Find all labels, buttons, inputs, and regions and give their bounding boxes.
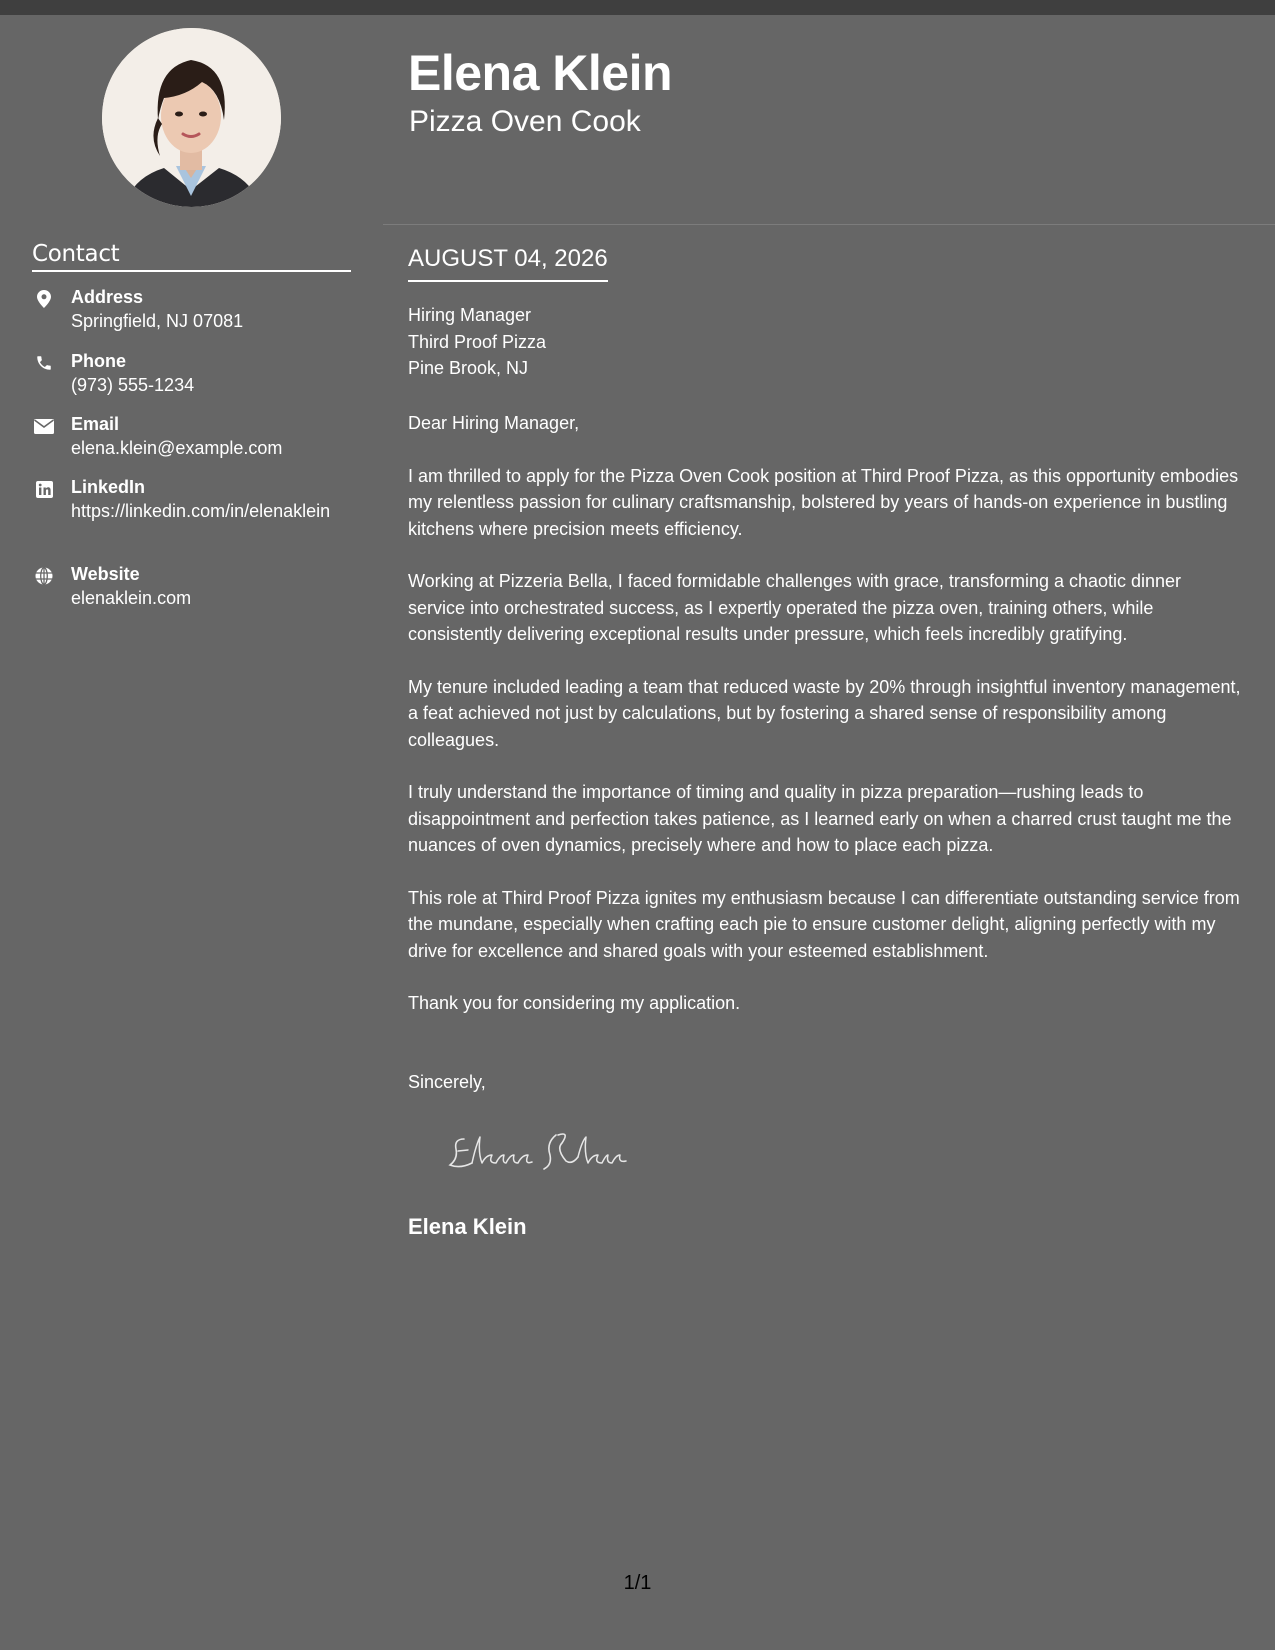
contact-value[interactable]: elenaklein.com	[71, 588, 192, 608]
header-divider	[383, 224, 1275, 225]
letter-paragraph: Thank you for considering my application.	[408, 993, 741, 1013]
signed-name: Elena Klein	[408, 1214, 527, 1239]
letter-paragraph: My tenure included leading a team that reduced waste by 20% through insightful inventory management, a feat achieved not just by calculations, but by fostering a shared sense of responsibility among colleagues.	[408, 676, 1241, 750]
recipient-line: Pine Brook, NJ	[408, 358, 529, 378]
contact-label: Website	[71, 564, 140, 584]
closing: Sincerely,	[408, 1072, 486, 1092]
letter-paragraph: I truly understand the importance of timing and quality in pizza preparation—rushing leads to disappointment and perfection takes patience, as I learned early on when a charred crust taught me the nuances of oven dynamics, precisely where and how to place each pizza.	[408, 782, 1232, 855]
page-number: 1/1	[623, 1572, 652, 1594]
salutation: Dear Hiring Manager,	[408, 413, 580, 433]
contact-label: LinkedIn	[71, 477, 146, 497]
contact-label: Phone	[71, 351, 127, 371]
phone-icon	[32, 351, 56, 375]
linkedin-icon	[32, 477, 56, 501]
letter-body	[408, 410, 1243, 1043]
contact-label: Address	[71, 287, 144, 307]
letter-date: AUGUST 04, 2026	[408, 243, 608, 282]
contact-value[interactable]: https://linkedin.com/in/elenaklein	[71, 501, 331, 521]
recipient-line: Third Proof Pizza	[408, 331, 547, 352]
contact-value: (973) 555-1234	[71, 375, 195, 395]
letter-paragraph: I am thrilled to apply for the Pizza Oven Cook position at Third Proof Pizza, as this opportunity embodies my relentless passion for culinary craftsmanship, bolstered by years of hands-on experience in bustling kitchens where precision meets efficiency.	[408, 465, 1239, 539]
globe-icon	[32, 564, 56, 588]
contact-value: elena.klein@example.com	[71, 438, 283, 458]
avatar	[102, 28, 281, 207]
sidebar	[0, 15, 383, 1650]
recipient-line: Hiring Manager	[408, 305, 532, 325]
applicant-name: Elena Klein	[408, 45, 673, 101]
contact-value: Springfield, NJ 07081	[71, 311, 244, 331]
recipient-block	[408, 302, 546, 382]
letter-paragraph: This role at Third Proof Pizza ignites my enthusiasm because I can differentiate outstanding service from the mundane, especially when crafting each pie to ensure customer delight, aligning perfectly with my drive for excellence and shared goals with your esteemed establishment.	[408, 887, 1240, 961]
contact-heading: Contact	[32, 241, 351, 272]
letter-paragraph: Working at Pizzeria Bella, I faced formidable challenges with grace, transforming a chaotic dinner service into orchestrated success, as I expertly operated the pizza oven, training others, while consistently delivering exceptional results under pressure, which feels incredibly gratifying.	[408, 571, 1182, 644]
handwritten-signature	[446, 1125, 636, 1175]
map-pin-icon	[32, 287, 56, 311]
top-bar	[0, 0, 1275, 15]
job-title: Pizza Oven Cook	[409, 105, 641, 138]
contact-label: Email	[71, 414, 120, 434]
avatar-portrait	[102, 28, 281, 207]
envelope-icon	[32, 414, 56, 438]
